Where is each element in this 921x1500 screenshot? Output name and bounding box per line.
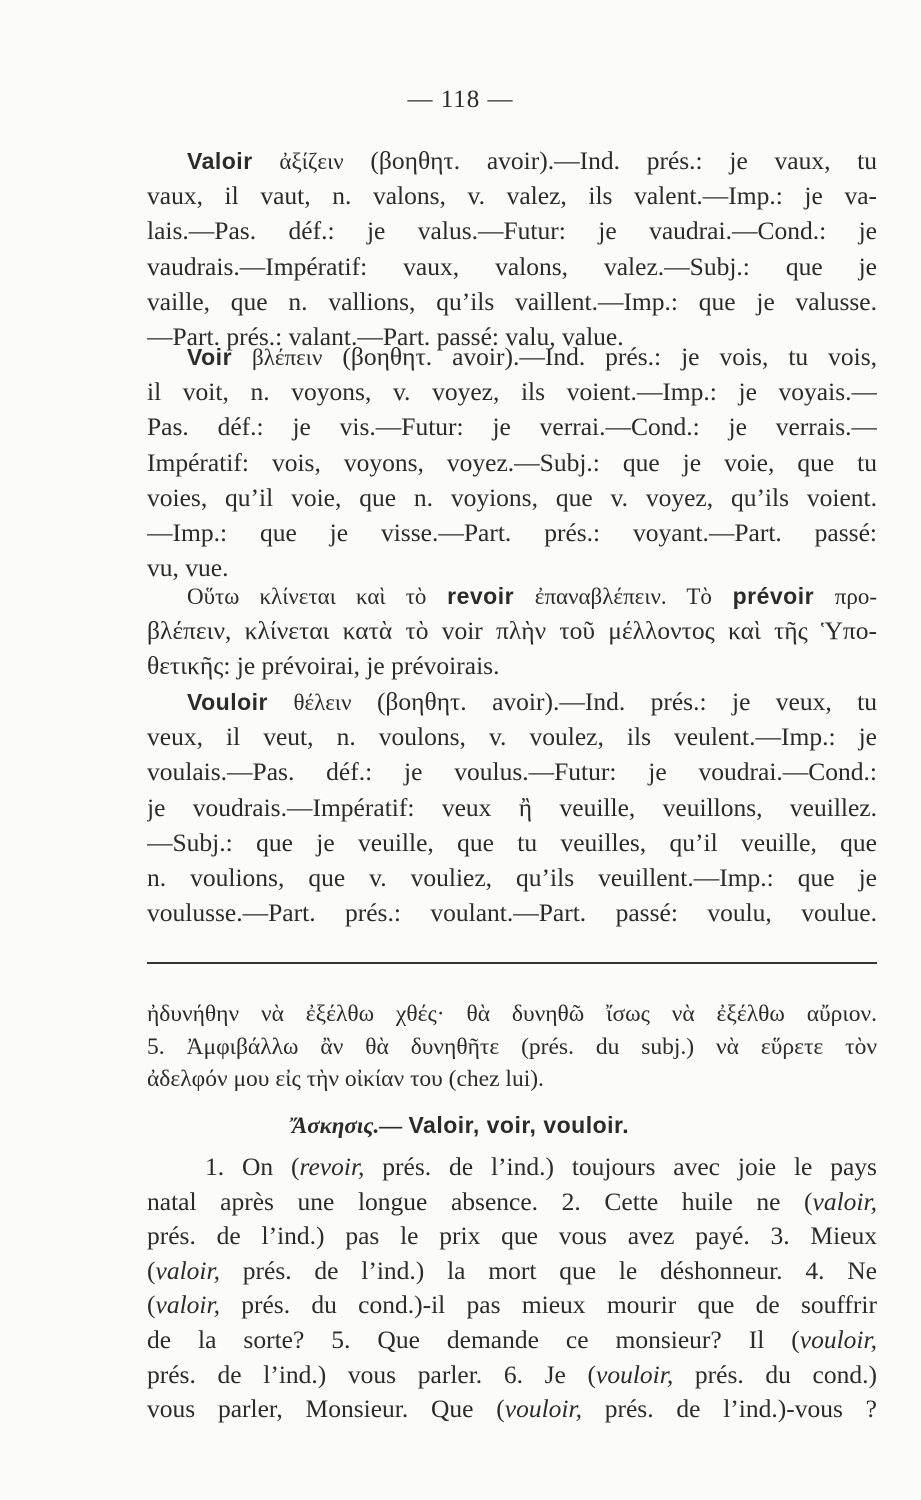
text-line: voulusse.—Part. prés.: voulant.—Part. passé: voulu, voulue. [147, 898, 877, 928]
italic-verb: valoir, [155, 1255, 220, 1285]
text-line: —Imp.: que je visse.—Part. prés.: voyant.—Part. passé: [147, 517, 877, 547]
text-line [147, 684, 877, 719]
text-line [147, 1219, 877, 1254]
text-line: 5. Ἀμφιβάλλω ἂν θὰ δυνηθῆτε (prés. du subj.) νὰ εὕρετε τὸν [147, 1033, 877, 1060]
text-line: vaux, il vaut, n. valons, v. valez, ils valent.—Imp.: je va- [147, 181, 877, 211]
text-line: veux, il veut, n. voulons, v. voulez, ils veulent.—Imp.: je [147, 722, 877, 752]
text-span: natal après une longue absence. 2. Cette huile ne ( [147, 1186, 813, 1216]
italic-verb: vouloir, [596, 1359, 674, 1389]
text-line: ἠδυνήθην νὰ ἐξέλθω χθές· θὰ δυνηθῶ ἴσως νὰ ἐξέλθω αὔριον. [147, 1001, 877, 1027]
headword-valoir: Valoir [187, 148, 253, 174]
text-line: voulais.—Pas. déf.: je voulus.—Futur: je voudrai.—Cond.: [147, 757, 877, 787]
text-line: θετικῆς: je prévoirai, je prévoirais. [147, 651, 500, 681]
headword-revoir: revoir [447, 583, 515, 609]
italic-verb: valoir, [155, 1290, 220, 1320]
greek-gloss: θέλειν [293, 690, 352, 715]
text-span: prés. du cond.)-il pas mieux mourir que de souffrir [219, 1290, 877, 1320]
exercise-title [0, 1112, 921, 1140]
text-line: Pas. déf.: je vis.—Futur: je verrai.—Cond.: je verrais.— [147, 412, 877, 442]
entry-valoir [147, 143, 877, 354]
entry-vouloir [147, 684, 877, 930]
text-span: (βοηθητ. avoir).—Ind. prés.: je veux, tu [376, 687, 877, 716]
text-span: prés. du cond.) [673, 1359, 877, 1389]
note-revoir-prevoir [147, 578, 877, 684]
text-span: prés. de l’ind.) toujours avec joie le pays [364, 1152, 877, 1181]
greek-gloss: ἀξίζειν [279, 149, 344, 174]
greek-text: Οὕτω κλίνεται καὶ τὸ [187, 584, 427, 609]
text-line [147, 1185, 877, 1220]
text-line: vu, vue. [147, 553, 229, 583]
headword-vouloir: Vouloir [187, 689, 269, 715]
text-line: —Subj.: que je veuille, que tu veuilles, qu’il veuille, que [147, 827, 877, 857]
page-number: — 118 — [407, 86, 514, 113]
headword-prevoir: prévoir [732, 583, 815, 609]
exercise-title-french: Valoir, voir, vouloir. [408, 1112, 630, 1138]
italic-verb: revoir, [299, 1152, 365, 1181]
text-line: —Part. prés.: valant.—Part. passé: valu, value. [147, 321, 624, 351]
text-line: je voudrais.—Impératif: veux ἢ veuille, veuillons, veuillez. [147, 792, 877, 822]
text-line: voies, qu’il voie, que n. voyions, que v. voyez, qu’ils voient. [147, 482, 877, 512]
text-line: vaudrais.—Impératif: vaux, valons, valez.—Subj.: que je [147, 251, 877, 281]
italic-verb: valoir, [812, 1186, 877, 1216]
text-line [147, 1288, 877, 1323]
text-line [147, 1358, 877, 1393]
text-line [147, 1392, 877, 1427]
text-line: Impératif: vois, voyons, voyez.—Subj.: que je voie, que tu [147, 447, 877, 477]
text-line: il voit, n. voyons, v. voyez, ils voient.—Imp.: je voyais.— [147, 377, 877, 407]
text-span: prés. de l’ind.)-vous ? [581, 1394, 877, 1424]
entry-voir [147, 339, 877, 585]
text-line [147, 1254, 877, 1289]
text-line: vaille, que n. vallions, qu’ils vaillent.—Imp.: que je valusse. [147, 286, 877, 316]
text-line: n. voulions, que v. vouliez, qu’ils veuillent.—Imp.: que je [147, 862, 877, 892]
text-line [147, 339, 877, 374]
footnote-divider [147, 962, 877, 964]
text-span: prés. de l’ind.) la mort que le déshonneur. 4. Ne [219, 1255, 877, 1285]
text-line: ἀδελφόν μου εἰς τὴν οἰκίαν του (chez lui). [147, 1066, 544, 1092]
italic-verb: vouloir, [799, 1324, 877, 1354]
text-span: vous parler, Monsieur. Que ( [147, 1394, 505, 1424]
text-line [147, 1323, 877, 1358]
headword-voir: Voir [187, 344, 233, 370]
exercise-body [147, 1150, 877, 1427]
text-span: ( [147, 1255, 156, 1285]
text-span: (βοηθητ. avoir).—Ind. prés.: je vois, tu vois, [342, 342, 877, 371]
text-line [147, 578, 877, 613]
text-span: ( [147, 1290, 156, 1320]
text-span: 1. On ( [205, 1152, 300, 1181]
text-span: (βοηθητ. avoir).—Ind. prés.: je vaux, tu [370, 146, 877, 175]
exercise-title-greek: Ἄσκησις.— [291, 1113, 403, 1138]
greek-text: προ- [834, 584, 877, 609]
text-span: prés. de l’ind.) pas le prix que vous avez payé. 3. Mieux [147, 1221, 877, 1251]
text-line: βλέπειν, κλίνεται κατὰ τὸ voir πλὴν τοῦ μέλλοντος καὶ τῆς Ὑπο- [147, 616, 877, 646]
text-line [147, 1150, 877, 1185]
italic-verb: vouloir, [504, 1394, 582, 1424]
text-span: prés. de l’ind.) vous parler. 6. Je ( [147, 1359, 597, 1389]
footnote [147, 998, 877, 1096]
greek-text: ἐπαναβλέπειν. Τὸ [534, 584, 712, 609]
text-line: lais.—Pas. déf.: je valus.—Futur: je vaudrai.—Cond.: je [147, 216, 877, 246]
greek-gloss: βλέπειν [252, 345, 323, 370]
text-span: de la sorte? 5. Que demande ce monsieur? Il ( [147, 1324, 800, 1354]
text-line [147, 143, 877, 178]
